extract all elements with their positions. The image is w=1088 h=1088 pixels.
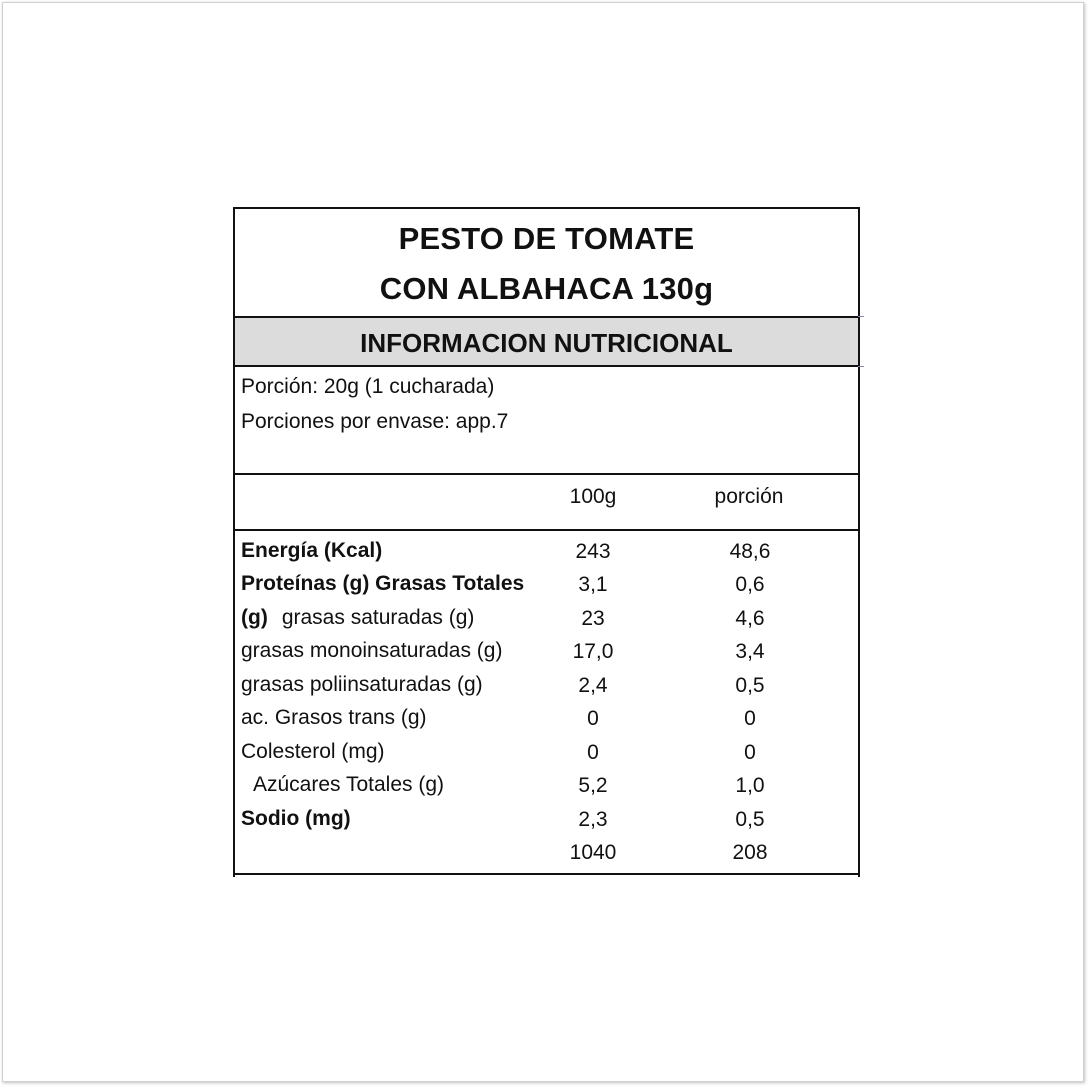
nutrient-name: Azúcares Totales (g) bbox=[253, 773, 445, 796]
edge-tick bbox=[858, 316, 864, 317]
serving-size: Porción: 20g (1 cucharada) bbox=[241, 375, 495, 398]
nutrient-value-portion: 0 bbox=[744, 741, 756, 764]
nutrient-row bbox=[235, 840, 858, 873]
nutrient-name: grasas poliinsaturadas (g) bbox=[241, 673, 483, 696]
nutrient-value-portion: 48,6 bbox=[729, 540, 771, 563]
nutrient-subname: grasas saturadas (g) bbox=[281, 606, 475, 629]
edge-tick bbox=[858, 366, 864, 367]
nutrient-row bbox=[235, 807, 858, 840]
nutrient-row bbox=[235, 539, 858, 572]
nutrient-row bbox=[235, 606, 858, 639]
nutrient-value-100g: 0 bbox=[587, 741, 599, 764]
nutrient-value-portion: 4,6 bbox=[735, 607, 765, 630]
nutrient-value-100g: 0 bbox=[587, 707, 599, 730]
nutrient-name-unit: (g) bbox=[241, 606, 268, 629]
nutrient-row bbox=[235, 773, 858, 806]
nutrient-value-portion: 0,5 bbox=[735, 808, 765, 831]
nutrient-value-portion: 0 bbox=[744, 707, 756, 730]
product-title-line-1: PESTO DE TOMATE bbox=[398, 221, 695, 256]
nutrient-value-portion: 0,6 bbox=[735, 573, 765, 596]
nutrient-value-100g: 1040 bbox=[569, 841, 617, 864]
nutrient-value-portion: 1,0 bbox=[735, 774, 765, 797]
nutrient-name: Energía (Kcal) bbox=[241, 539, 383, 562]
nutrient-name: grasas monoinsaturadas (g) bbox=[241, 639, 503, 662]
nutrient-value-100g: 17,0 bbox=[572, 640, 614, 663]
nutrient-name: ac. Grasos trans (g) bbox=[241, 706, 427, 729]
nutrient-name: Colesterol (mg) bbox=[241, 740, 385, 763]
servings-per-package: Porciones por envase: app.7 bbox=[241, 410, 509, 433]
nutrient-value-100g: 5,2 bbox=[578, 774, 608, 797]
nutrient-value-100g: 2,3 bbox=[578, 808, 608, 831]
product-title-line-2: CON ALBAHACA 130g bbox=[379, 271, 714, 306]
section-header: INFORMACION NUTRICIONAL bbox=[235, 318, 858, 367]
nutrient-name: Sodio (mg) bbox=[241, 807, 351, 830]
nutrient-value-portion: 3,4 bbox=[735, 640, 765, 663]
nutrient-row bbox=[235, 740, 858, 773]
column-header-100g: 100g bbox=[569, 485, 617, 508]
nutrient-row bbox=[235, 572, 858, 605]
serving-info bbox=[235, 367, 858, 475]
nutrient-value-100g: 3,1 bbox=[578, 573, 608, 596]
nutrition-label bbox=[233, 207, 860, 877]
column-header-row bbox=[235, 475, 858, 531]
bottom-rule bbox=[233, 873, 860, 875]
nutrient-row bbox=[235, 673, 858, 706]
nutrient-value-portion: 208 bbox=[732, 841, 768, 864]
nutrient-value-portion: 0,5 bbox=[735, 674, 765, 697]
nutrient-value-100g: 243 bbox=[575, 540, 611, 563]
nutrient-row bbox=[235, 639, 858, 672]
column-header-portion: porción bbox=[714, 485, 784, 508]
nutrient-value-100g: 2,4 bbox=[578, 674, 608, 697]
nutrient-row bbox=[235, 706, 858, 739]
product-title-box bbox=[235, 209, 858, 318]
nutrient-name: Proteínas (g) Grasas Totales bbox=[241, 572, 525, 595]
nutrient-value-100g: 23 bbox=[581, 607, 605, 630]
nutrient-name bbox=[241, 606, 474, 630]
